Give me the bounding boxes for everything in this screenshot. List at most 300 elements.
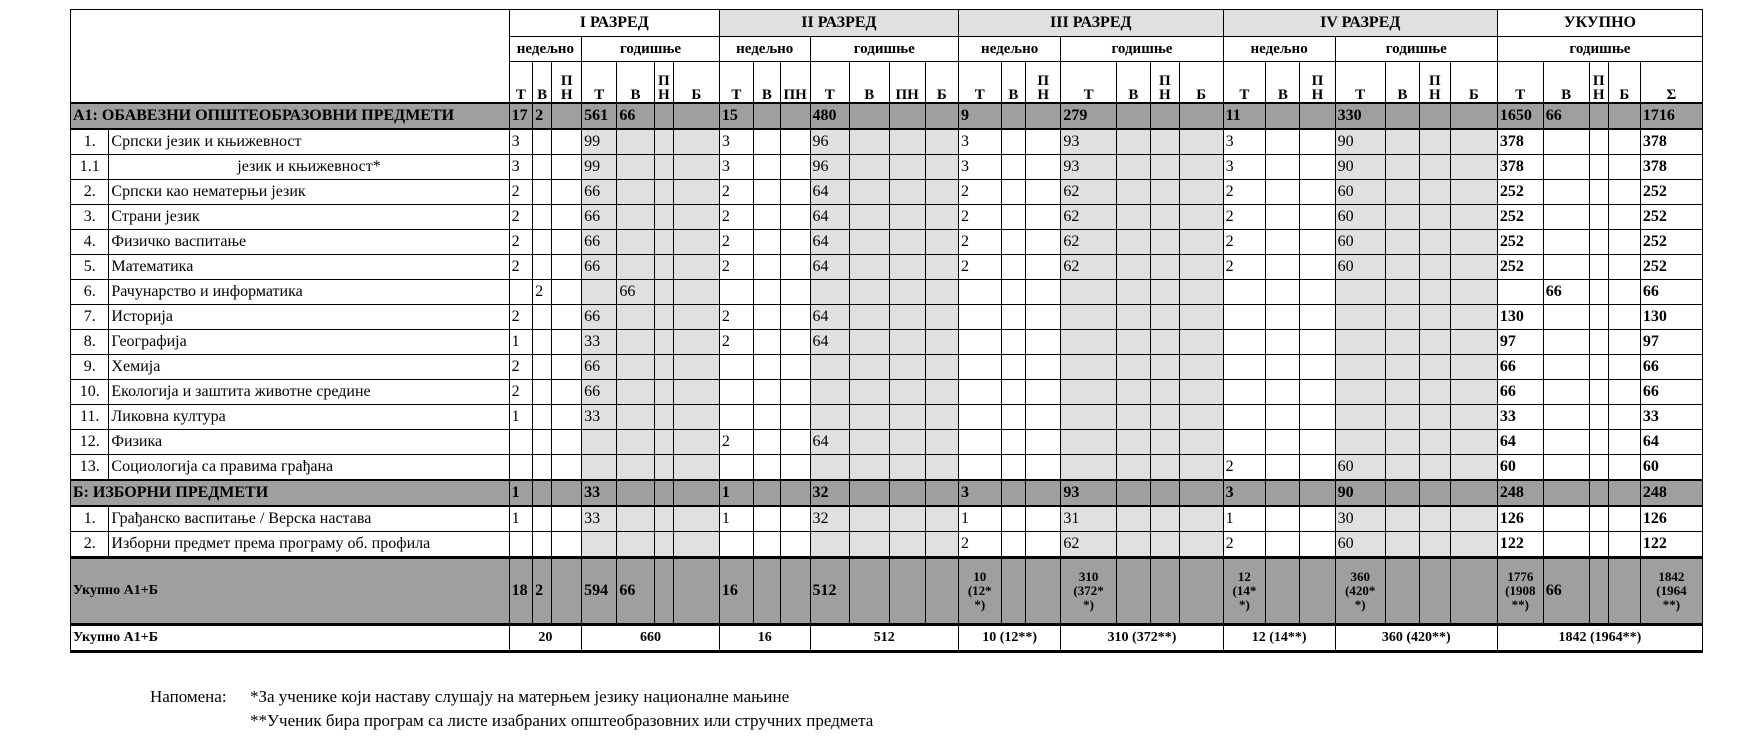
value-cell [719,280,753,305]
value-cell [533,230,552,255]
value-cell: 3 [719,155,753,180]
value-cell [1001,155,1026,180]
value-cell [1419,480,1450,506]
value-cell [654,558,673,625]
subject-row [71,330,1703,355]
value-cell [780,305,810,330]
value-cell [1266,255,1300,280]
value-cell [1419,558,1450,625]
value-cell [1001,280,1026,305]
value-cell [673,558,719,625]
value-cell [654,430,673,455]
value-cell [889,280,925,305]
value-cell [1450,103,1497,129]
value-cell [958,355,1001,380]
value-cell: 2 [958,205,1001,230]
value-cell [754,103,781,129]
value-cell: 2 [509,255,532,280]
value-cell [1116,230,1150,255]
value-cell [552,430,582,455]
subject-name: Изборни предмет према програму об. профила [109,532,509,558]
value-cell [654,480,673,506]
value-cell [1385,230,1419,255]
value-cell [1001,506,1026,532]
value-cell [1150,103,1179,129]
column-header-t: Т [1497,62,1543,104]
value-cell: 60 [1335,180,1385,205]
value-cell [1419,380,1450,405]
value-cell [552,380,582,405]
value-cell [1001,558,1026,625]
value-cell [1385,430,1419,455]
value-cell [925,506,958,532]
value-cell [1385,103,1419,129]
value-cell [1266,532,1300,558]
value-cell [1543,480,1589,506]
value-cell [1001,205,1026,230]
value-cell [1026,280,1061,305]
value-cell [1026,180,1061,205]
value-cell: 3 [958,155,1001,180]
value-cell [810,355,849,380]
value-cell [925,230,958,255]
value-cell [1300,103,1335,129]
yearly-label: годишње [1335,37,1497,62]
value-cell [1300,480,1335,506]
value-cell [1061,405,1116,430]
value-cell: 378 [1640,129,1702,155]
value-cell [617,380,654,405]
value-cell [958,305,1001,330]
value-cell: 93 [1061,129,1116,155]
value-cell [1335,305,1385,330]
value-cell [1608,280,1640,305]
value-cell: 360 (420* *) [1335,558,1385,625]
value-cell: 2 [1223,205,1266,230]
section-row [71,103,1703,129]
value-cell [1179,430,1223,455]
value-cell: 252 [1640,255,1702,280]
value-cell [780,180,810,205]
value-cell: 60 [1335,532,1385,558]
value-cell [754,155,781,180]
value-cell [1608,480,1640,506]
value-cell [1589,129,1608,155]
value-cell [1061,280,1116,305]
column-header-pn: П Н [1026,62,1061,104]
section-a1-label: А1: ОБАВЕЗНИ ОПШТЕОБРАЗОВНИ ПРЕДМЕТИ [71,103,510,129]
notes-label: Напомена: [150,687,227,706]
value-cell: 31 [1061,506,1116,532]
value-cell [1026,155,1061,180]
value-cell [1589,405,1608,430]
value-cell: 2 [1223,230,1266,255]
value-cell [509,280,532,305]
value-cell: 9 [958,103,1001,129]
column-header-pn: П Н [1300,62,1335,104]
value-cell [889,380,925,405]
value-cell [509,455,532,481]
value-cell [889,506,925,532]
value-cell [552,180,582,205]
value-cell [1419,129,1450,155]
value-cell [1150,255,1179,280]
value-cell [754,480,781,506]
value-cell [533,155,552,180]
value-cell [1450,430,1497,455]
value-cell [925,103,958,129]
value-cell [889,480,925,506]
value-cell [1385,330,1419,355]
value-cell [1497,280,1543,305]
value-cell [958,380,1001,405]
value-cell [889,180,925,205]
value-cell [1300,532,1335,558]
value-cell [1608,558,1640,625]
value-cell [533,455,552,481]
column-header-pn: П Н [654,62,673,104]
value-cell [780,506,810,532]
subject-name: Српски као нематерњи језик [109,180,509,205]
value-cell [673,532,719,558]
value-cell: 561 [582,103,617,129]
value-cell [1450,255,1497,280]
row-number: 1. [71,506,109,532]
value-cell [1001,129,1026,155]
total-summary-cell: 310 (372**) [1061,625,1223,652]
value-cell [754,129,781,155]
subject-row [71,255,1703,280]
value-cell [1300,129,1335,155]
value-cell: 60 [1497,455,1543,481]
value-cell: 3 [958,129,1001,155]
value-cell [552,255,582,280]
value-cell [780,255,810,280]
value-cell: 3 [1223,129,1266,155]
value-cell: 64 [810,180,849,205]
subject-row [71,230,1703,255]
value-cell [1589,280,1608,305]
value-cell [673,480,719,506]
value-cell [552,532,582,558]
value-cell [1026,506,1061,532]
value-cell [1300,330,1335,355]
value-cell [889,230,925,255]
value-cell: 1 [509,506,532,532]
column-header-v: В [533,62,552,104]
value-cell: 2 [719,430,753,455]
row-number: 10. [71,380,109,405]
value-cell [780,405,810,430]
value-cell [533,129,552,155]
column-header-t: Т [719,62,753,104]
value-cell: 1 [509,405,532,430]
value-cell [1385,255,1419,280]
value-cell [1266,330,1300,355]
value-cell: 66 [582,255,617,280]
value-cell: 2 [719,230,753,255]
value-cell [1001,380,1026,405]
column-header-t: Т [1335,62,1385,104]
value-cell [1150,380,1179,405]
value-cell [810,405,849,430]
footnotes [150,685,873,733]
value-cell: 130 [1497,305,1543,330]
value-cell [1266,405,1300,430]
value-cell [1223,430,1266,455]
value-cell [552,506,582,532]
value-cell [654,103,673,129]
value-cell [1608,205,1640,230]
value-cell: 64 [1497,430,1543,455]
value-cell [617,255,654,280]
value-cell [1150,205,1179,230]
subject-row [71,280,1703,305]
value-cell [754,380,781,405]
value-cell [1589,430,1608,455]
value-cell [1450,480,1497,506]
value-cell [1589,230,1608,255]
value-cell [654,506,673,532]
column-header-pn: П Н [1589,62,1608,104]
value-cell: 33 [1497,405,1543,430]
value-cell [1419,280,1450,305]
value-cell: 2 [509,205,532,230]
value-cell [617,455,654,481]
value-cell [1589,506,1608,532]
value-cell: 2 [719,330,753,355]
value-cell [533,380,552,405]
value-cell [889,430,925,455]
value-cell [889,255,925,280]
value-cell [582,430,617,455]
value-cell [1608,506,1640,532]
value-cell [1179,355,1223,380]
value-cell: 64 [810,430,849,455]
value-cell [1026,205,1061,230]
value-cell [1001,532,1026,558]
column-header-v: В [1266,62,1300,104]
section-row [71,558,1703,625]
value-cell [552,305,582,330]
value-cell [1385,305,1419,330]
value-cell [925,205,958,230]
value-cell: 252 [1497,205,1543,230]
subject-name: Хемија [109,355,509,380]
value-cell [582,280,617,305]
value-cell [1001,305,1026,330]
value-cell [1266,380,1300,405]
value-cell [1001,405,1026,430]
value-cell [1179,506,1223,532]
value-cell: 252 [1640,205,1702,230]
value-cell [754,280,781,305]
value-cell [925,430,958,455]
value-cell [1419,205,1450,230]
value-cell: 594 [582,558,617,625]
value-cell [1608,305,1640,330]
value-cell: 310 (372* *) [1061,558,1116,625]
value-cell [1026,255,1061,280]
value-cell [1300,355,1335,380]
value-cell: 99 [582,129,617,155]
value-cell [1450,205,1497,230]
row-number: 1. [71,129,109,155]
value-cell [1150,129,1179,155]
value-cell: 248 [1640,480,1702,506]
value-cell [1543,405,1589,430]
value-cell [958,280,1001,305]
row-number: 4. [71,230,109,255]
subject-name: Ликовна култура [109,405,509,430]
value-cell [654,355,673,380]
total-summary-cell: 1842 (1964**) [1497,625,1702,652]
column-header-t: Т [509,62,532,104]
column-header-b: Б [925,62,958,104]
value-cell [552,129,582,155]
value-cell [533,532,552,558]
yearly-label: годишње [1497,37,1702,62]
value-cell [1450,455,1497,481]
row-number: 7. [71,305,109,330]
value-cell [509,532,532,558]
value-cell [1450,230,1497,255]
weekly-label: недељно [1223,37,1335,62]
value-cell: 10 (12* *) [958,558,1001,625]
value-cell [1543,430,1589,455]
value-cell [925,558,958,625]
value-cell: 64 [810,205,849,230]
value-cell [1179,230,1223,255]
value-cell [1335,405,1385,430]
value-cell [1001,230,1026,255]
value-cell [925,455,958,481]
value-cell: 252 [1640,180,1702,205]
value-cell [889,103,925,129]
value-cell [1116,558,1150,625]
subject-row [71,380,1703,405]
subject-row [71,455,1703,481]
value-cell [1543,205,1589,230]
value-cell [1419,330,1450,355]
column-header-pn: П Н [1150,62,1179,104]
value-cell [1450,558,1497,625]
value-cell: 2 [509,380,532,405]
value-cell [617,430,654,455]
value-cell [1300,155,1335,180]
value-cell: 2 [533,280,552,305]
value-cell [719,455,753,481]
value-cell [754,532,781,558]
value-cell [1001,355,1026,380]
value-cell [1385,455,1419,481]
value-cell [673,230,719,255]
value-cell: 90 [1335,480,1385,506]
subject-name: Физика [109,430,509,455]
value-cell: 60 [1335,205,1385,230]
value-cell [1385,480,1419,506]
value-cell [1150,558,1179,625]
value-cell [654,405,673,430]
value-cell [1589,205,1608,230]
weekly-label: недељно [719,37,810,62]
column-header-v: В [617,62,654,104]
value-cell [582,532,617,558]
value-cell [810,532,849,558]
column-header-t: Т [810,62,849,104]
value-cell [810,380,849,405]
value-cell: 2 [1223,180,1266,205]
value-cell [1335,380,1385,405]
value-cell [1300,280,1335,305]
grade-4-header: IV РАЗРЕД [1223,10,1497,37]
total-summary-cell: 660 [582,625,720,652]
value-cell [1300,405,1335,430]
value-cell [552,230,582,255]
value-cell [617,305,654,330]
value-cell [1300,455,1335,481]
column-header-v: В [754,62,781,104]
value-cell [1116,155,1150,180]
value-cell [617,180,654,205]
value-cell: 2 [533,103,552,129]
value-cell [1061,430,1116,455]
column-header-v: В [1001,62,1026,104]
value-cell [1026,230,1061,255]
value-cell [850,129,889,155]
value-cell [1116,280,1150,305]
value-cell [925,480,958,506]
value-cell [1385,129,1419,155]
value-cell [1179,405,1223,430]
value-cell: 32 [810,480,849,506]
value-cell [1335,355,1385,380]
value-cell [1419,455,1450,481]
column-header-t: Т [1061,62,1116,104]
value-cell [654,180,673,205]
value-cell [780,380,810,405]
value-cell [1543,532,1589,558]
value-cell [1001,455,1026,481]
value-cell [1419,103,1450,129]
value-cell: 1776 (1908 **) [1497,558,1543,625]
value-cell [552,205,582,230]
value-cell [889,455,925,481]
value-cell [1150,180,1179,205]
value-cell [850,280,889,305]
value-cell [780,532,810,558]
value-cell [617,355,654,380]
subject-row [71,155,1703,180]
value-cell: 66 [1543,103,1589,129]
value-cell [1608,129,1640,155]
value-cell [673,180,719,205]
value-cell [617,532,654,558]
value-cell [850,230,889,255]
total-summary-cell: 360 (420**) [1335,625,1497,652]
value-cell [1266,558,1300,625]
subject-row [71,405,1703,430]
value-cell [1179,280,1223,305]
value-cell [1419,355,1450,380]
value-cell [1543,255,1589,280]
value-cell: 62 [1061,230,1116,255]
value-cell [1419,230,1450,255]
value-cell [1608,430,1640,455]
value-cell [1450,330,1497,355]
value-cell: 66 [617,558,654,625]
value-cell: 66 [1543,558,1589,625]
